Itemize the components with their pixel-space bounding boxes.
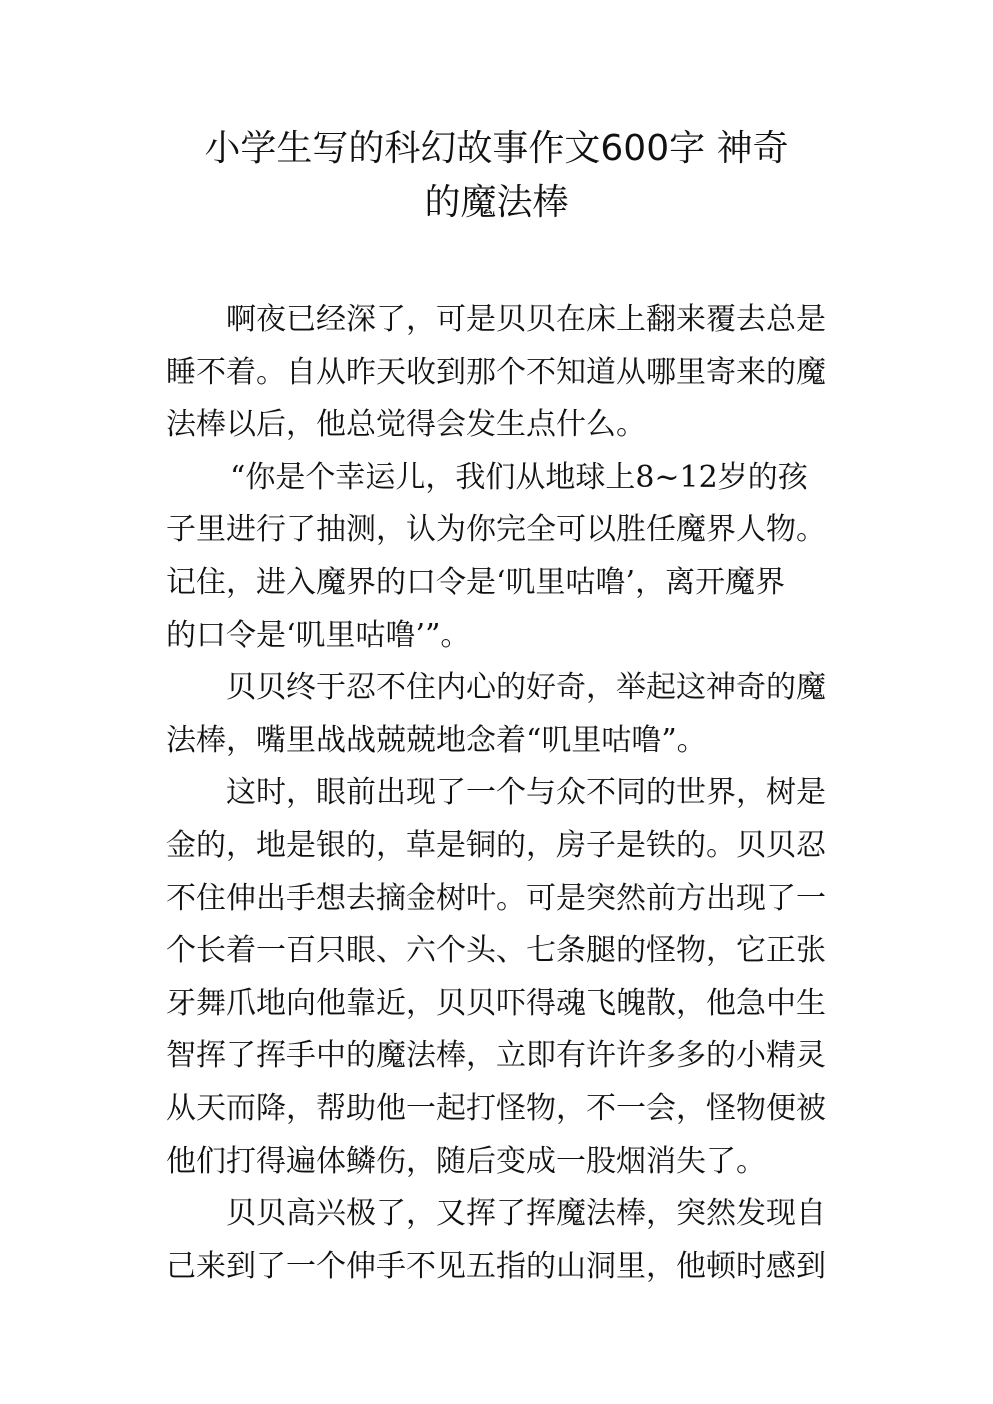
text-line: 法棒以后，他总觉得会发生点什么。 bbox=[166, 407, 646, 443]
document-title bbox=[0, 122, 993, 230]
text-line: 啊夜已经深了，可是贝贝在床上翻来覆去总是 bbox=[226, 302, 826, 337]
text-line: 子里进行了抽测，认为你完全可以胜任魔界人物。 bbox=[166, 512, 826, 548]
paragraph-1 bbox=[166, 294, 826, 452]
text-line: 他们打得遍体鳞伤，随后变成一股烟消失了。 bbox=[166, 1143, 766, 1179]
text-line: 不住伸出手想去摘金树叶。可是突然前方出现了一 bbox=[166, 880, 826, 916]
text-line: 从天而降，帮助他一起打怪物，不一会，怪物便被 bbox=[166, 1090, 826, 1126]
text-line: 智挥了挥手中的魔法棒，立即有许许多多的小精灵 bbox=[166, 1038, 826, 1074]
text-line: 己来到了一个伸手不见五指的山洞里，他顿时感到 bbox=[166, 1248, 826, 1284]
text-line: 金的，地是银的，草是铜的，房子是铁的。贝贝忍 bbox=[166, 827, 826, 863]
text-line: 记住，进入魔界的口令是‘叽里咕噜’，离开魔界 bbox=[166, 564, 786, 600]
text-line: 牙舞爪地向他靠近，贝贝吓得魂飞魄散，他急中生 bbox=[166, 985, 826, 1021]
text-line: 的口令是‘叽里咕噜’”。 bbox=[166, 617, 471, 653]
text-line: 睡不着。自从昨天收到那个不知道从哪里寄来的魔 bbox=[166, 354, 826, 390]
title-line-2: 的魔法棒 bbox=[424, 182, 569, 223]
text-line: 法棒，嘴里战战兢兢地念着“叽里咕噜”。 bbox=[166, 722, 707, 758]
title-line-1: 小学生写的科幻故事作文600字 神奇 bbox=[204, 128, 789, 169]
text-line: 个长着一百只眼、六个头、七条腿的怪物，它正张 bbox=[166, 933, 826, 969]
text-line: 贝贝高兴极了，又挥了挥魔法棒，突然发现自 bbox=[226, 1196, 826, 1232]
document-body bbox=[166, 294, 826, 1293]
paragraph-5 bbox=[166, 1188, 826, 1293]
paragraph-2 bbox=[166, 452, 826, 662]
paragraph-4 bbox=[166, 767, 826, 1188]
text-line: “你是个幸运儿，我们从地球上8~12岁的孩 bbox=[230, 459, 808, 495]
text-line: 贝贝终于忍不住内心的好奇，举起这神奇的魔 bbox=[226, 670, 826, 706]
text-line: 这时，眼前出现了一个与众不同的世界，树是 bbox=[226, 775, 826, 811]
paragraph-3 bbox=[166, 662, 826, 767]
